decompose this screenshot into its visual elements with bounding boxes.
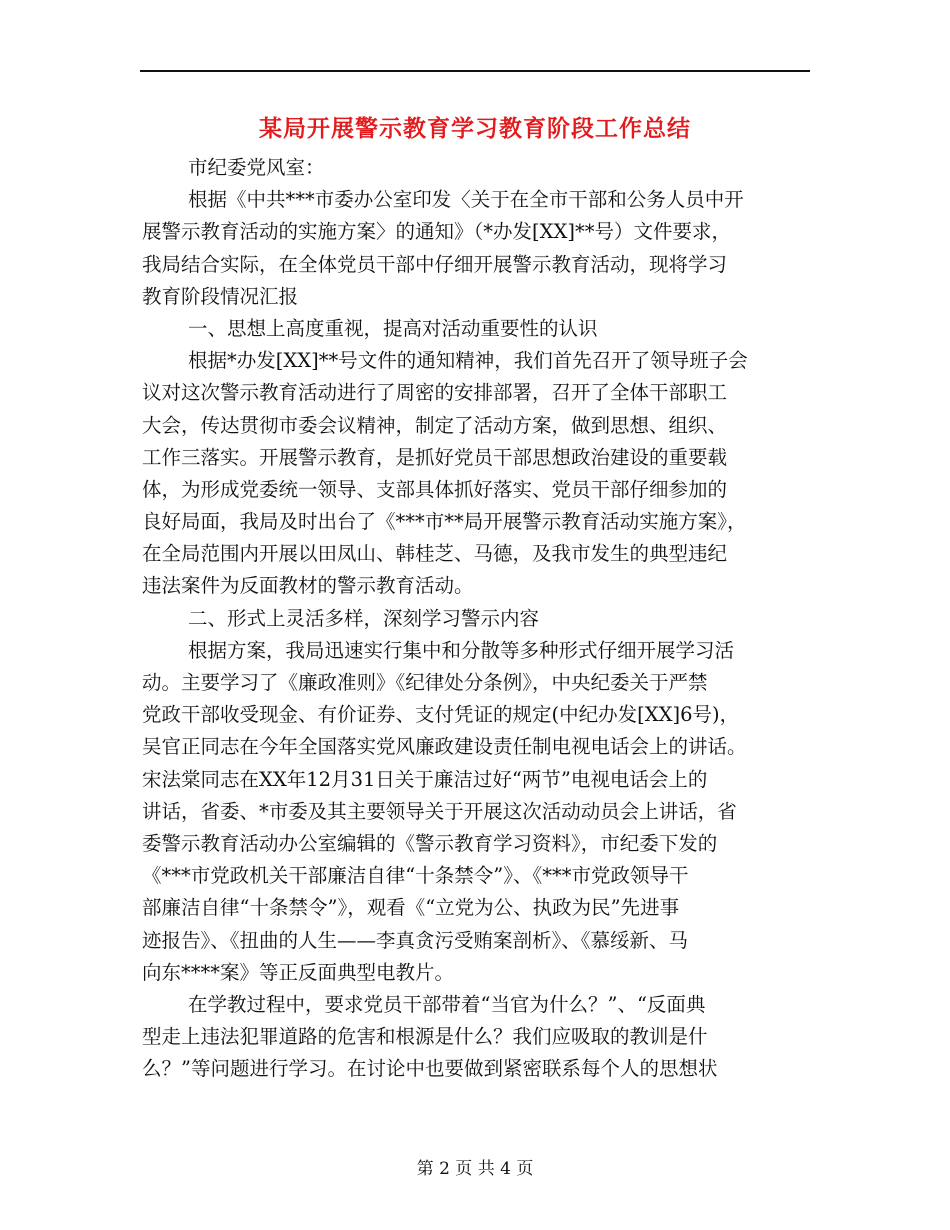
body-line: 体，为形成党委统一领导、支部具体抓好落实、党员干部仔细参加的	[142, 477, 728, 501]
header-rule	[140, 70, 810, 72]
body-line: 根据*办发[XX]**号文件的通知精神，我们首先召开了领导班子会	[188, 349, 748, 373]
body-line: 吴官正同志在今年全国落实党风廉政建设责任制电视电话会上的讲话。	[142, 735, 747, 759]
body-line: 宋法棠同志在XX年12月31日关于廉洁过好“两节”电视电话会上的	[142, 767, 708, 791]
body-line: 我局结合实际，在全体党员干部中仔细开展警示教育活动，现将学习	[142, 252, 728, 276]
body-line: 展警示教育活动的实施方案〉的通知》（*办发[XX]**号）文件要求，	[142, 220, 731, 244]
body-line: 讲话，省委、*市委及其主要领导关于开展这次活动动员会上讲话，省	[142, 799, 737, 823]
body-line: 动。主要学习了《廉政准则》《纪律处分条例》，中央纪委关于严禁	[142, 671, 708, 694]
body-line: 《***市党政机关干部廉洁自律“十条禁令”》、《***市党政领导干	[142, 864, 689, 888]
page-footer: 第 2 页 共 4 页	[416, 1159, 534, 1179]
body-line: 议对这次警示教育活动进行了周密的安排部署，召开了全体干部职工	[142, 381, 728, 405]
body-line: 二、形式上灵活多样，深刻学习警示内容	[188, 606, 540, 630]
body-line: 向东****案》等正反面典型电教片。	[142, 960, 455, 984]
body-line: 么？”等问题进行学习。在讨论中也要做到紧密联系每个人的思想状	[142, 1057, 718, 1081]
body-line: 大会，传达贯彻市委会议精神，制定了活动方案，做到思想、组织、	[142, 413, 728, 437]
body-line: 型走上违法犯罪道路的危害和根源是什么？我们应吸取的教训是什	[142, 1025, 708, 1049]
body-line: 部廉洁自律“十条禁令”》，观看《“立党为公、执政为民”先进事	[142, 896, 680, 920]
body-line: 根据《中共***市委办公室印发〈关于在全市干部和公务人员中开	[188, 188, 744, 212]
body-line: 在全局范围内开展以田凤山、韩桂芝、马德，及我市发生的典型违纪	[142, 542, 728, 566]
body-line: 根据方案，我局迅速实行集中和分散等多种形式仔细开展学习活	[188, 638, 735, 662]
document-title: 某局开展警示教育学习教育阶段工作总结	[259, 115, 691, 142]
document-body	[142, 152, 810, 1085]
body-line: 委警示教育活动办公室编辑的《警示教育学习资料》，市纪委下发的	[142, 831, 718, 855]
body-line: 迹报告》、《扭曲的人生——李真贪污受贿案剖析》、《慕绥新、马	[142, 928, 689, 952]
body-line: 教育阶段情况汇报	[142, 284, 299, 308]
body-line: 违法案件为反面教材的警示教育活动。	[142, 574, 474, 598]
body-line: 良好局面，我局及时出台了《***市**局开展警示教育活动实施方案》，	[142, 510, 747, 534]
body-line: 党政干部收受现金、有价证券、支付凭证的规定(中纪办发[XX]6号)，	[142, 703, 740, 727]
body-line: 市纪委党风室：	[188, 156, 325, 179]
body-line: 一、思想上高度重视，提高对活动重要性的认识	[188, 316, 598, 340]
body-line: 在学教过程中，要求党员干部带着“当官为什么？”、“反面典	[188, 992, 706, 1016]
body-line: 工作三落实。开展警示教育，是抓好党员干部思想政治建设的重要载	[142, 445, 728, 469]
